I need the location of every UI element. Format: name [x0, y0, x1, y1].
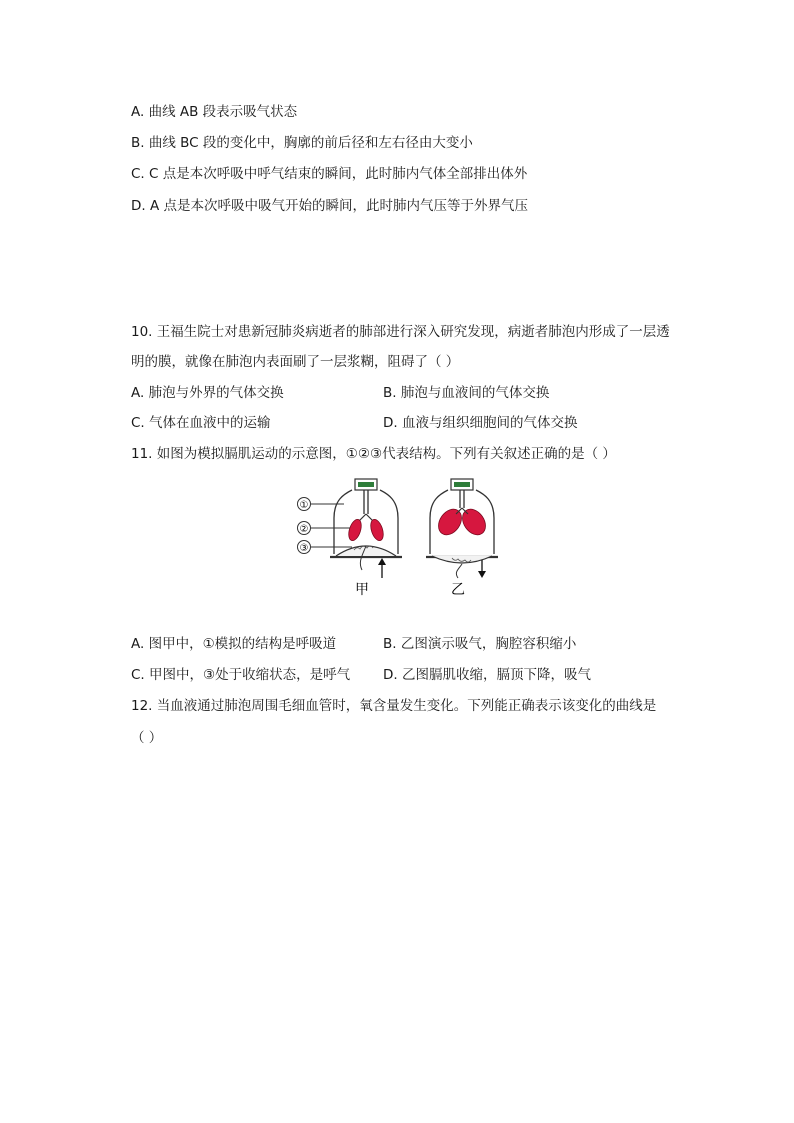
- caption-jia: 甲: [355, 582, 369, 598]
- q12-stem-line2: （ ）: [131, 730, 163, 746]
- q10-stem-line2: 明的膜，就像在肺泡内表面刷了一层浆糊，阻碍了（ ）: [131, 354, 460, 370]
- q12-stem-line1: 12. 当血液通过肺泡周围毛细血管时，氧含量发生变化。下列能正确表示该变化的曲线是: [131, 698, 657, 714]
- q11-option-d: D. 乙图膈肌收缩，膈顶下降，吸气: [383, 667, 591, 683]
- q10-option-a: A. 肺泡与外界的气体交换: [131, 385, 284, 401]
- figure-labels: [298, 498, 353, 555]
- q9-option-d: D. A 点是本次呼吸中吸气开始的瞬间，此时肺内气压等于外界气压: [131, 198, 529, 214]
- label-1: ①: [299, 500, 309, 511]
- lung-left-yi: [434, 505, 466, 539]
- q9-option-a: A. 曲线 AB 段表示吸气状态: [131, 104, 298, 120]
- label-2: ②: [299, 524, 309, 535]
- lung-right-jia: [368, 518, 385, 542]
- diaphragm-model-figure: [292, 474, 512, 604]
- lung-left-jia: [346, 518, 363, 542]
- q11-option-a: A. 图甲中，①模拟的结构是呼吸道: [131, 636, 337, 652]
- lung-right-yi: [458, 505, 490, 539]
- q9-option-b: B. 曲线 BC 段的变化中，胸廓的前后径和左右径由大变小: [131, 135, 473, 151]
- jar-jia: [330, 479, 402, 578]
- q11-option-b: B. 乙图演示吸气，胸腔容积缩小: [383, 636, 577, 652]
- q10-option-c: C. 气体在血液中的运输: [131, 415, 271, 431]
- q9-option-c: C. C 点是本次呼吸中呼气结束的瞬间，此时肺内气体全部排出体外: [131, 166, 528, 182]
- caption-yi: 乙: [451, 582, 465, 598]
- jar-yi: [426, 479, 498, 578]
- q11-option-c: C. 甲图中，③处于收缩状态，是呼气: [131, 667, 351, 683]
- label-3: ③: [299, 543, 309, 554]
- q10-option-b: B. 肺泡与血液间的气体交换: [383, 385, 550, 401]
- q11-stem: 11. 如图为模拟膈肌运动的示意图，①②③代表结构。下列有关叙述正确的是（ ）: [131, 446, 616, 462]
- q10-option-d: D. 血液与组织细胞间的气体交换: [383, 415, 578, 431]
- q10-stem-line1: 10. 王福生院士对患新冠肺炎病逝者的肺部进行深入研究发现，病逝者肺泡内形成了一层透: [131, 324, 670, 340]
